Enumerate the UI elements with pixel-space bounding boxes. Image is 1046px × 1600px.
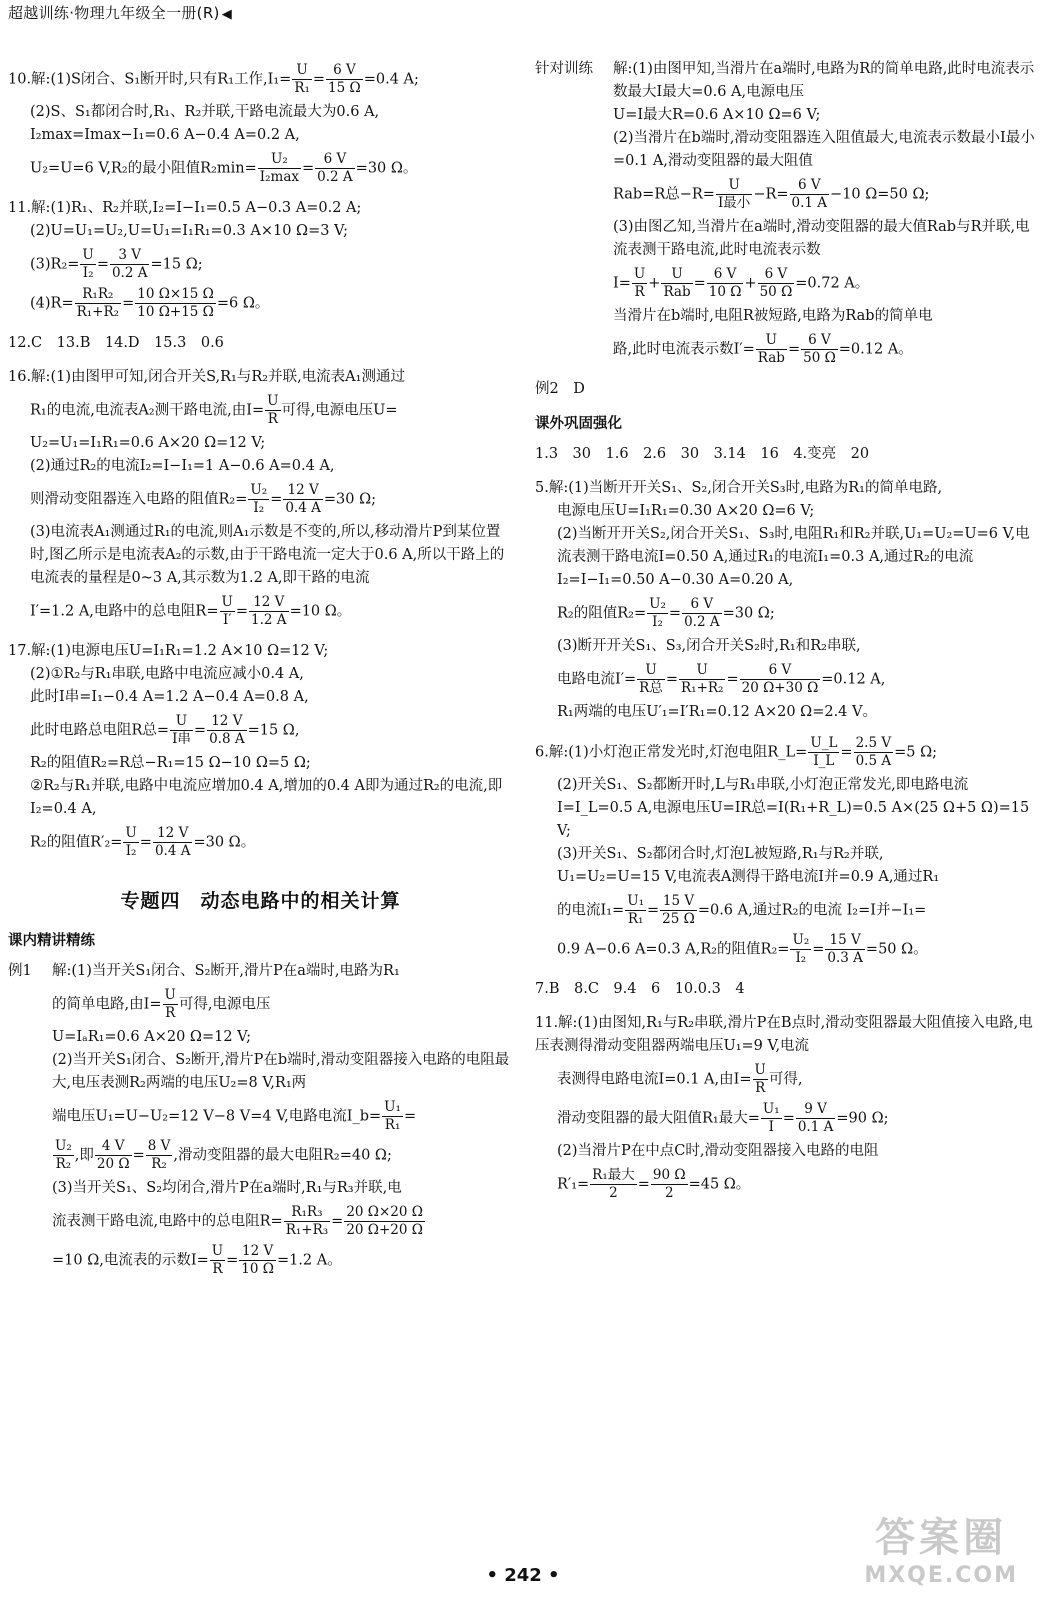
fraction: $\frac{\text{U₂}}{\text{I₂}}$: [792, 932, 810, 966]
fraction: $\frac{U}{\text{I串}}$: [172, 713, 191, 747]
text: (3)断开开关S₁、S₃,闭合开关S₂时,R₁和R₂串联,: [557, 638, 861, 654]
math-line: I′=1.2 A,电路中的总电阻R= $\frac{U}{I'}$ = $\frac{12 V}{1.2 A}$ =10 Ω。: [30, 594, 352, 628]
section-title: 课外巩固强化: [535, 416, 622, 432]
page-number: • 242 •: [486, 1565, 560, 1586]
answer-q10: 10.解:(1)S闭合、S₁断开时,只有R₁工作,I₁= $\frac{U}{\text{R₁}}$ = $\frac{6 V}{15 \Omega}$ =0.4 A; (2)S、S₁都闭合时,R₁、R₂并联,干路电流最大为0.6 A, I₂max=Imax−I₁=0.6 A−0.4 A=0.2 A, U₂=U=6 V,R₂的最小阻值R₂min= $\frac{\text{U₂}}{\text{I₂max}}$ = $\frac{6 V}{0.2 A}$ =30 Ω。: [8, 62, 513, 186]
fraction: $\frac{6 V}{50 \Omega}$: [803, 332, 836, 366]
math-line: R′₁= $\frac{\text{R₁最大}}{2}$ = $\frac{90 \Omega}{2}$ =45 Ω。: [557, 1167, 751, 1201]
text: (2)当滑片在b端时,滑动变阻器连入阻值最大,电流表示数最小I最小=0.1 A,滑动变阻器的最大阻值: [613, 130, 1035, 169]
text: (2)当断开开关S₂,闭合开关S₁、S₃时,电阻R₁和R₂并联,U₁=U₂=U=6 V,电流表测干路电流I=0.50 A,通过R₁的电流I₁=0.3 A,通过R₂的电流I₂=I−I₁=0.50 A−0.30 A=0.20 A,: [557, 526, 1030, 588]
training-tag: 针对训练: [535, 61, 593, 77]
text: 17.解:(1)电源电压U=I₁R₁=1.2 A×10 Ω=12 V;: [8, 643, 329, 659]
example-2: 例2 D: [535, 381, 585, 397]
answer-q6: [535, 735, 1040, 967]
math-line: I= $\frac{U}{R}$ + $\frac{U}{\text{Rab}}$ = $\frac{6 V}{10 \Omega}$ + $\frac{6 V}{50 \Omega}$ =0.72 A。: [613, 266, 870, 300]
fraction: $\frac{U}{R}$: [211, 1243, 224, 1277]
fraction: $\frac{\text{R₁R₂}}{\text{R₁+R₂}}$: [76, 286, 120, 320]
answer-q5: [535, 477, 1040, 724]
fraction: $\frac{6 V}{0.2 A}$: [684, 596, 720, 630]
fraction: $\frac{6 V}{15 \Omega}$: [328, 62, 361, 96]
text: (3)由图乙知,当滑片在a端时,滑动变阻器的最大值Rab与R并联,电流表测干路电流,此时电流表示数: [613, 219, 1030, 258]
math-line: 6.解:(1)小灯泡正常发光时,灯泡电阻R_L= $\frac{U\_L}{I\_L}$ = $\frac{2.5 V}{0.5 A}$ =5 Ω;: [535, 735, 937, 769]
text: 此时I串=I₁−0.4 A=1.2 A−0.4 A=0.8 A,: [30, 689, 309, 705]
fraction: $\frac{\text{U₂}}{\text{R₂}}$: [55, 1138, 72, 1172]
fraction: $\frac{4 V}{20 \Omega}$: [96, 1138, 130, 1172]
fraction: $\frac{12 V}{10 \Omega}$: [241, 1243, 274, 1277]
watermark-url: MXQE.COM: [864, 1563, 1018, 1588]
math-line: 滑动变阻器的最大阻值R₁最大= $\frac{\text{U₁}}{I}$ = $\frac{9 V}{0.1 A}$ =90 Ω;: [557, 1101, 889, 1135]
math-line: =10 Ω,电流表的示数I= $\frac{U}{R}$ = $\frac{12 V}{10 \Omega}$ =1.2 A。: [52, 1243, 342, 1277]
fraction: $\frac{U}{R}$: [633, 266, 646, 300]
math-line: Rab=R总−R= $\frac{U}{\text{I最小}}$ −R= $\frac{6 V}{0.1 A}$ −10 Ω=50 Ω;: [613, 177, 930, 211]
text: (2)开关S₁、S₂都断开时,L与R₁串联,小灯泡正常发光,即电路电流I=I_L=0.5 A,电源电压U=IR总=I(R₁+R_L)=0.5 A×(25 Ω+5 Ω)=15 V;: [557, 777, 1030, 839]
math-line: R₂的阻值R′₂= $\frac{U}{\text{I₂}}$ = $\frac{12 V}{0.4 A}$ =30 Ω。: [30, 825, 256, 859]
text: 10.解:(1)S闭合、S₁断开时,只有R₁工作,I₁=: [8, 71, 292, 88]
topic-title: 专题四 动态电路中的相关计算: [120, 890, 401, 912]
text: 电源电压U=I₁R₁=0.30 A×20 Ω=6 V;: [557, 503, 815, 519]
answer-q11-right: [535, 1012, 1040, 1202]
fraction: $\frac{\text{U₂}}{\text{I₂}}$: [250, 482, 268, 516]
math-line: 0.9 A−0.6 A=0.3 A,R₂的阻值R₂= $\frac{\text{U₂}}{\text{I₂}}$ = $\frac{15 V}{0.3 A}$ =50 Ω。: [557, 932, 928, 966]
fraction: $\frac{U}{I'}$: [221, 594, 233, 628]
answers-q7-10: 7.B 8.C 9.4 6 10.0.3 4: [535, 981, 745, 997]
fraction: $\frac{U}{R}$: [164, 987, 176, 1021]
fraction: $\frac{12 V}{0.4 A}$: [154, 825, 191, 859]
math-line: (4)R= $\frac{\text{R₁R₂}}{\text{R₁+R₂}}$ = $\frac{10 \Omega\times 15 \Omega}{10 \Omega+15 \Omega}$ =6 Ω。: [30, 286, 270, 320]
text: (3)开关S₁、S₂都闭合时,灯泡L被短路,R₁与R₂并联,: [557, 846, 884, 862]
text: 11.解:(1)由图知,R₁与R₂串联,滑片P在B点时,滑动变阻器最大阻值接入电路,电压表测得滑动变阻器两端电压U₁=9 V,电流: [535, 1015, 1033, 1054]
header-marker: ◀: [221, 7, 233, 22]
math-line: 电路电流I′= $\frac{U}{\text{R总}}$ = $\frac{U}{\text{R₁+R₂}}$ = $\frac{6 V}{20 \Omega+30 \Omega}$ =0.12 A,: [557, 662, 886, 696]
fraction: $\frac{12 V}{0.4 A}$: [285, 482, 321, 516]
fraction: $\frac{6 V}{10 \Omega}$: [708, 266, 742, 300]
text: (3)当开关S₁、S₂均闭合,滑片P在a端时,R₁与R₃并联,电: [52, 1180, 402, 1196]
fraction: $\frac{U}{\text{R总}}$: [639, 662, 663, 696]
header-title: 超越训练·物理九年级全一册(R): [8, 4, 220, 22]
fraction: $\frac{\text{U₂}}{\text{I₂}}$: [649, 596, 666, 630]
math-line: 则滑动变阻器连入电路的阻值R₂= $\frac{\text{U₂}}{\text{I₂}}$ = $\frac{12 V}{0.4 A}$ =30 Ω;: [30, 482, 376, 516]
fraction: $\frac{\text{R₁最大}}{2}$: [592, 1167, 635, 1201]
text: 11.解:(1)R₁、R₂并联,I₂=I−I₁=0.5 A−0.3 A=0.2 A;: [8, 200, 362, 216]
text: U₂=U₁=I₁R₁=0.6 A×20 Ω=12 V;: [30, 435, 266, 451]
text: U=I最大R=0.6 A×10 Ω=6 V;: [613, 107, 821, 123]
math-line: 的简单电路,由I= $\frac{U}{R}$ 可得,电源电压: [52, 987, 271, 1021]
fraction: $\frac{6 V}{0.1 A}$: [791, 177, 828, 211]
fraction: $\frac{U}{\text{R₁}}$: [294, 62, 310, 96]
fraction: $\frac{U\_L}{I\_L}$: [810, 735, 838, 769]
fraction: $\frac{12 V}{0.8 A}$: [209, 713, 245, 747]
text: (2)当滑片P在中点C时,滑动变阻器接入电路的电阻: [557, 1143, 879, 1159]
text: (2)①R₂与R₁串联,电路中电流应减小0.4 A,: [30, 666, 304, 682]
answers-q1-4: 1.3 30 1.6 2.6 30 3.14 16 4.变亮 20: [535, 446, 870, 462]
text: 当滑片在b端时,电阻R被短路,电路为Rab的简单电: [613, 308, 933, 324]
text: U₁=U₂=U=15 V,电流表A测得干路电流I并=0.9 A,通过R₁: [557, 869, 940, 885]
math-line: 流表测干路电流,电路中的总电阻R= $\frac{\text{R₁R₃}}{\text{R₁+R₃}}$ = $\frac{20 \Omega\times 20 \Omega}{20 \Omega+20 \Omega}$: [52, 1204, 423, 1238]
example-1: [8, 960, 513, 1278]
fraction: $\frac{90 \Omega}{2}$: [652, 1167, 686, 1201]
math-line: R₂的阻值R₂= $\frac{\text{U₂}}{\text{I₂}}$ = $\frac{6 V}{0.2 A}$ =30 Ω;: [557, 596, 775, 630]
left-column: [8, 58, 513, 1289]
math-line: 表测得电路电流I=0.1 A,由I= $\frac{U}{R}$ 可得,: [557, 1062, 803, 1096]
text: ②R₂与R₁并联,电路中电流应增加0.4 A,增加的0.4 A即为通过R₂的电流,即I₂=0.4 A,: [30, 778, 503, 817]
fraction: $\frac{U}{\text{Rab}}$: [663, 266, 691, 300]
watermark-text: 答案圈: [875, 1515, 1008, 1561]
math-line: 端电压U₁=U−U₂=12 V−8 V=4 V,电路电流I_b= $\frac{\text{U₁}}{\text{R₁}}$ =: [52, 1099, 417, 1133]
fraction: $\frac{\text{U₂}}{\text{I₂max}}$: [259, 151, 299, 185]
fraction: $\frac{U}{R}$: [267, 393, 279, 427]
math-line: 的电流I₁= $\frac{\text{U₁}}{\text{R₁}}$ = $\frac{15 V}{25 \Omega}$ =0.6 A,通过R₂的电流 I₂=I并−I₁=: [557, 893, 927, 927]
fraction: $\frac{20 \Omega\times 20 \Omega}{20 \Omega+20 \Omega}$: [346, 1204, 423, 1238]
fraction: $\frac{6 V}{0.2 A}$: [317, 151, 353, 185]
fraction: $\frac{\text{R₁R₃}}{\text{R₁+R₃}}$: [285, 1204, 329, 1238]
fraction: $\frac{2.5 V}{0.5 A}$: [855, 735, 892, 769]
math-line: 此时电路总电阻R总= $\frac{U}{\text{I串}}$ = $\frac{12 V}{0.8 A}$ =15 Ω,: [30, 713, 300, 747]
math-line: $\frac{\text{U₂}}{\text{R₂}}$ ,即 $\frac{4 V}{20 \Omega}$ = $\frac{8 V}{\text{R₂}}$ ,滑动变阻器的最大电阻R₂=40 Ω;: [55, 1138, 392, 1172]
fraction: $\frac{\text{U₁}}{\text{R₁}}$: [627, 893, 644, 927]
fraction: $\frac{15 V}{25 \Omega}$: [662, 893, 695, 927]
text: (2)S、S₁都闭合时,R₁、R₂并联,干路电流最大为0.6 A,: [30, 104, 380, 120]
example-tag: 例1: [8, 963, 32, 979]
fraction: $\frac{\text{U₁}}{I}$: [762, 1101, 780, 1135]
right-column: [535, 58, 1040, 1213]
text: (2)通过R₂的电流I₂=I−I₁=1 A−0.6 A=0.4 A,: [30, 458, 335, 474]
answer-q16: [8, 366, 513, 629]
page-header: [8, 2, 232, 23]
answers-q12-15: 12.C 13.B 14.D 15.3 0.6: [8, 335, 224, 351]
text: I₂max=Imax−I₁=0.6 A−0.4 A=0.2 A,: [30, 127, 300, 143]
fraction: $\frac{U}{\text{I₂}}$: [125, 825, 137, 859]
math-line: U₂=U=6 V,R₂的最小阻值R₂min= $\frac{\text{U₂}}{\text{I₂max}}$ = $\frac{6 V}{0.2 A}$ =30 Ω。: [30, 151, 418, 185]
section-title: 课内精讲精练: [8, 933, 95, 949]
fraction: $\frac{12 V}{1.2 A}$: [251, 594, 287, 628]
fraction: $\frac{8 V}{\text{R₂}}$: [147, 1138, 171, 1172]
answer-q11: [8, 197, 513, 321]
fraction: $\frac{U}{R}$: [754, 1062, 766, 1096]
text: U=IₐR₁=0.6 A×20 Ω=12 V;: [52, 1029, 252, 1045]
watermark-logo: [864, 1506, 1018, 1588]
text: 16.解:(1)由图甲可知,闭合开关S,R₁与R₂并联,电流表A₁测通过: [8, 369, 405, 385]
fraction: $\frac{\text{U₁}}{\text{R₁}}$: [384, 1099, 401, 1133]
answer-q17: [8, 640, 513, 860]
fraction: $\frac{U}{\text{I₂}}$: [82, 247, 94, 281]
fraction: $\frac{3 V}{0.2 A}$: [111, 247, 148, 281]
math-line: (3)R₂= $\frac{U}{\text{I₂}}$ = $\frac{3 V}{0.2 A}$ =15 Ω;: [30, 247, 203, 281]
text: (2)当开关S₁闭合、S₂断开,滑片P在b端时,滑动变阻器接入电路的电阻最大,电压表测R₂两端的电压U₂=8 V,R₁两: [52, 1052, 510, 1091]
text: 5.解:(1)当断开开关S₁、S₂,闭合开关S₃时,电路为R₁的简单电路,: [535, 480, 943, 496]
fraction: $\frac{6 V}{50 \Omega}$: [759, 266, 793, 300]
fraction: $\frac{9 V}{0.1 A}$: [797, 1101, 834, 1135]
math-line: R₁的电流,电流表A₂测干路电流,由I= $\frac{U}{R}$ 可得,电源电压U=: [30, 393, 398, 427]
text: (3)电流表A₁测通过R₁的电流,则A₁示数是不变的,所以,移动滑片P到某位置时,图乙所示是电流表A₂的示数,由于干路电流一定大于0.6 A,所以干路上的电流表的量程是0~3 A,其示数为1.2 A,即干路的电流: [30, 524, 505, 586]
fraction: $\frac{10 \Omega\times 15 \Omega}{10 \Omega+15 \Omega}$: [137, 286, 214, 320]
text: (2)U=U₁=U₂,U=U₁=I₁R₁=0.3 A×10 Ω=3 V;: [30, 223, 348, 239]
fraction: $\frac{6 V}{20 \Omega+30 \Omega}$: [741, 662, 819, 696]
fraction: $\frac{U}{\text{Rab}}$: [757, 332, 785, 366]
math-line: 路,此时电流表示数I′= $\frac{U}{\text{Rab}}$ = $\frac{6 V}{50 \Omega}$ =0.12 A。: [613, 332, 913, 366]
text: R₁两端的电压U′₁=I′R₁=0.12 A×20 Ω=2.4 V。: [557, 704, 877, 720]
fraction: $\frac{U}{\text{R₁+R₂}}$: [681, 662, 724, 696]
fraction: $\frac{15 V}{0.3 A}$: [827, 932, 863, 966]
targeted-training: [535, 58, 1040, 367]
text: 解:(1)由图甲知,当滑片在a端时,电路为R的简单电路,此时电流表示数最大I最大=0.6 A,电源电压: [613, 61, 1035, 100]
text: 解:(1)当开关S₁闭合、S₂断开,滑片P在a端时,电路为R₁: [52, 963, 400, 979]
text: R₂的阻值R₂=R总−R₁=15 Ω−10 Ω=5 Ω;: [30, 755, 311, 771]
fraction: $\frac{U}{\text{I最小}}$: [717, 177, 751, 211]
